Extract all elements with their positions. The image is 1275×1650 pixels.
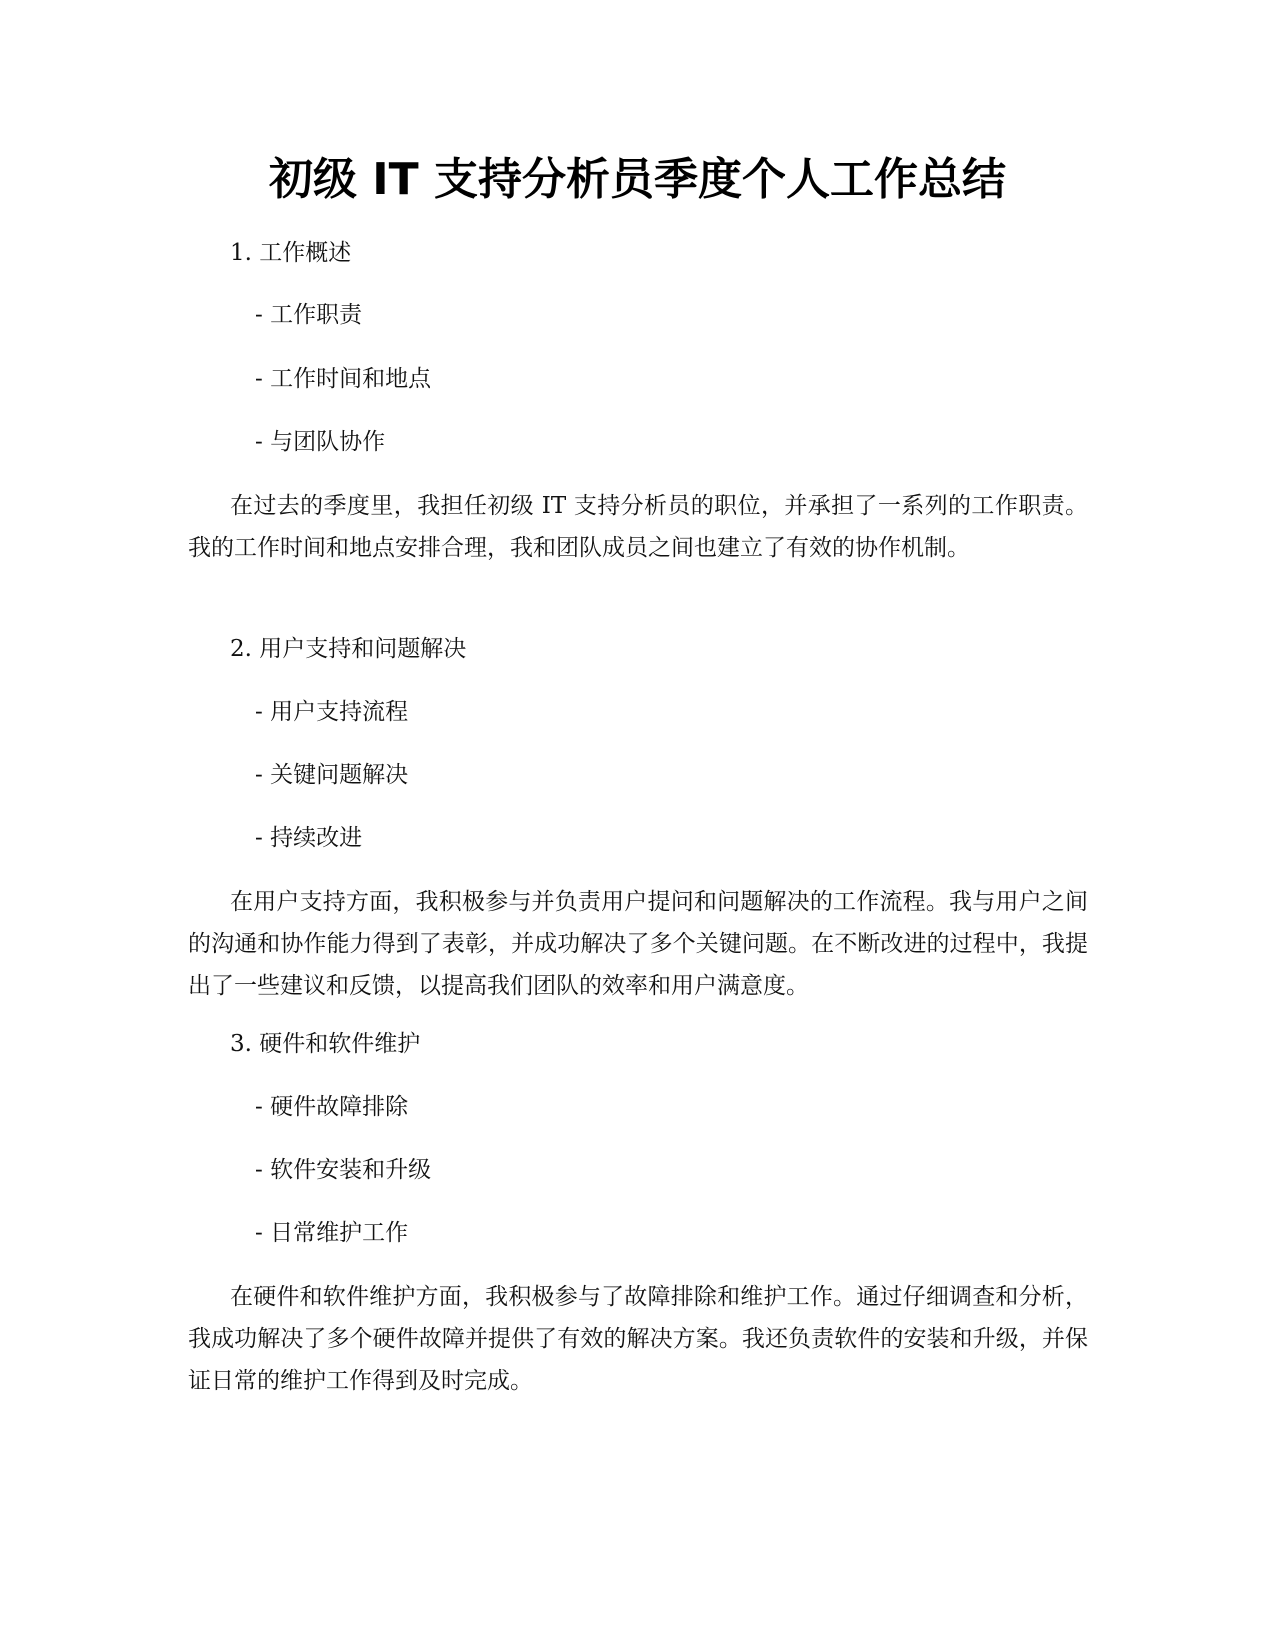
section-paragraph: 在硬件和软件维护方面，我积极参与了故障排除和维护工作。通过仔细调查和分析，我成功解决了多个硬件故障并提供了有效的解决方案。我还负责软件的安装和升级，并保证日常的维护工作得到及时完成。 (188, 1284, 1088, 1394)
section-paragraph: 在过去的季度里，我担任初级 IT 支持分析员的职位，并承担了一系列的工作职责。我的工作时间和地点安排合理，我和团队成员之间也建立了有效的协作机制。 (188, 493, 1088, 561)
section-item: - 日常维护工作 (255, 1220, 409, 1246)
section-item: - 与团队协作 (255, 429, 386, 455)
section-item: - 用户支持流程 (255, 699, 409, 725)
section-heading: 2. 用户支持和问题解决 (230, 636, 467, 662)
section-item: - 关键问题解决 (255, 762, 409, 788)
section-paragraph: 在用户支持方面，我积极参与并负责用户提问和问题解决的工作流程。我与用户之间的沟通和协作能力得到了表彰，并成功解决了多个关键问题。在不断改进的过程中，我提出了一些建议和反馈，以提高我们团队的效率和用户满意度。 (188, 889, 1088, 999)
section-heading: 3. 硬件和软件维护 (230, 1031, 421, 1057)
section-heading: 1. 工作概述 (230, 240, 352, 266)
section-item: - 软件安装和升级 (255, 1157, 432, 1183)
section-item: - 硬件故障排除 (255, 1094, 409, 1120)
section-item: - 工作职责 (255, 302, 363, 328)
section-item: - 工作时间和地点 (255, 366, 432, 392)
section-item: - 持续改进 (255, 825, 363, 851)
document-title: 初级 IT 支持分析员季度个人工作总结 (268, 154, 1007, 205)
